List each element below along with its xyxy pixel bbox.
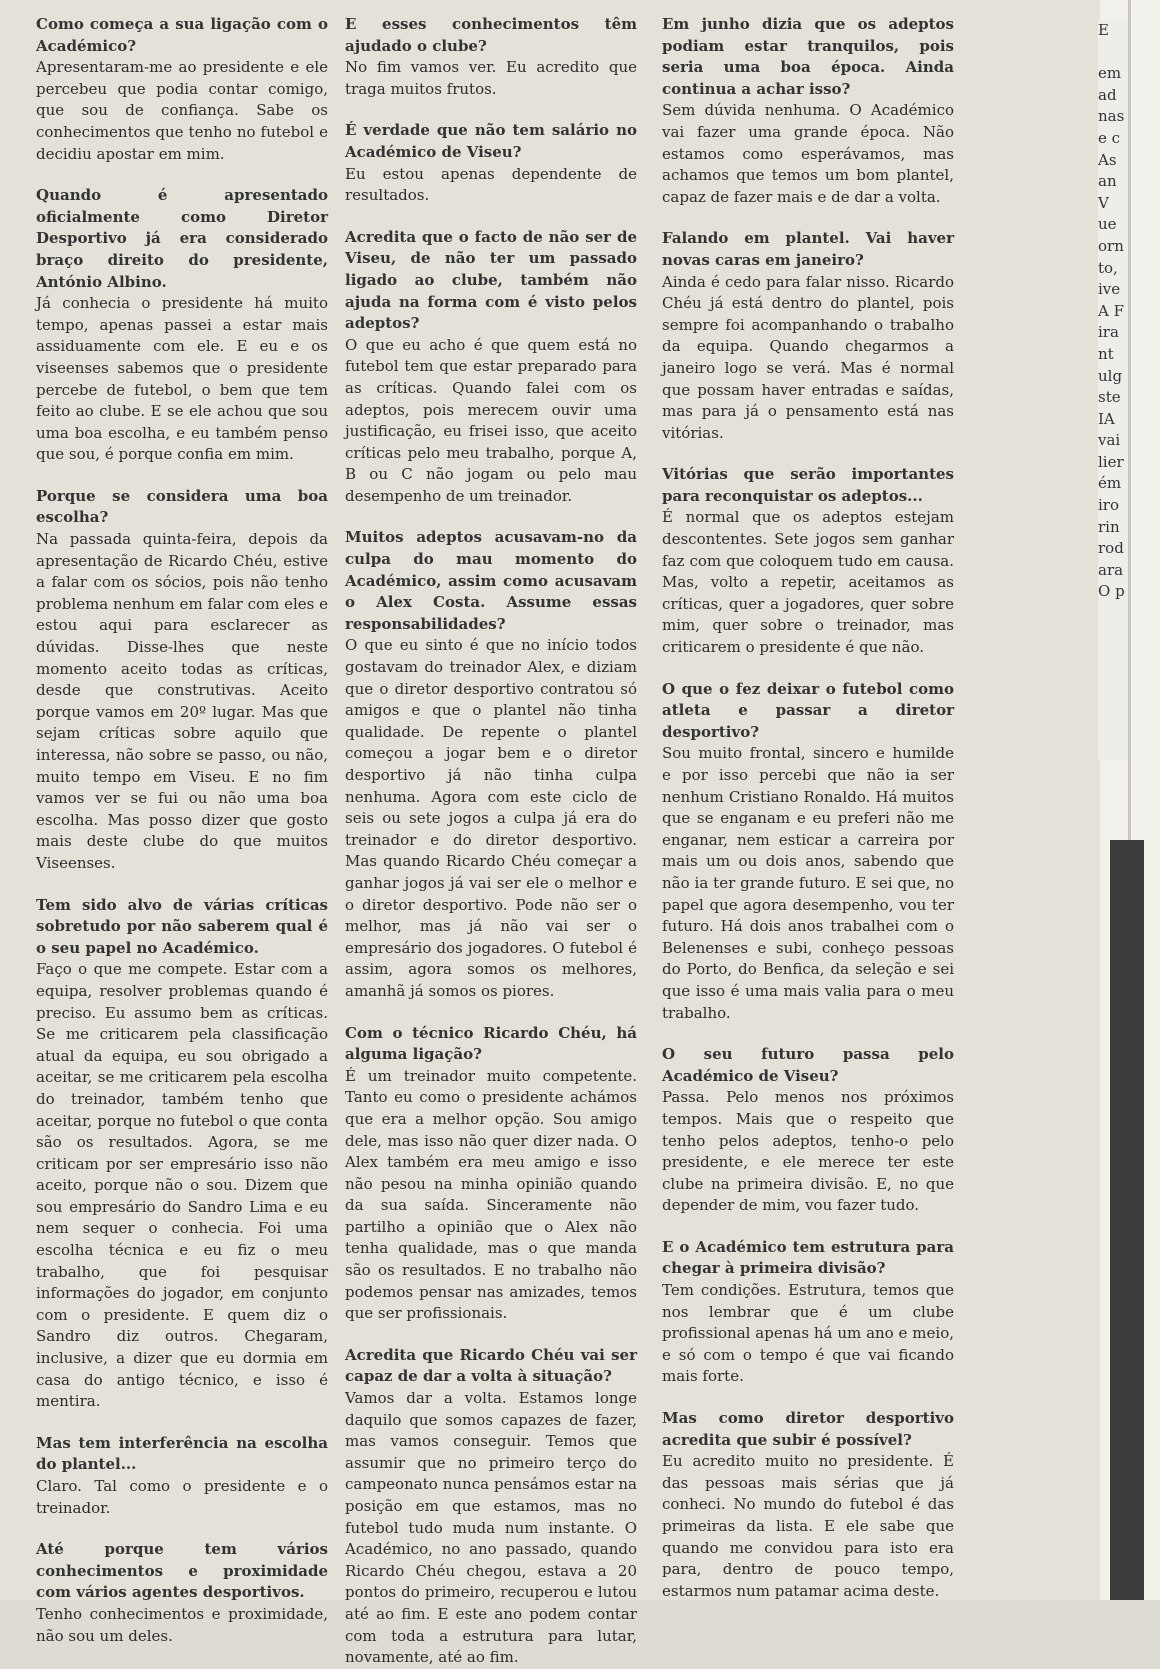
interview-block	[662, 1044, 954, 1217]
interview-answer: Passa. Pelo menos nos próximos tempos. Mais que o respeito que tenho pelos adeptos, tenho-o pelo presidente, e ele merece ter este clube na primeira divisão. E, no que depender de mim, vou fazer tudo.	[662, 1088, 954, 1215]
interview-answer: Vamos dar a volta. Estamos longe daquilo que somos capazes de fazer, mas vamos conseguir. Temos que assumir que no primeiro terço do campeonato nunca pensámos estar na posição em que estamos, mas no futebol tudo muda num instante. O Académico, no ano passado, quando Ricardo Chéu chegou, estava a 20 pontos do primeiro, recuperou e lutou até ao fim. E este ano podem contar com toda a estrutura para lutar, novamente, até ao fim.	[345, 1389, 637, 1667]
edge-fragment: rod	[1098, 539, 1124, 558]
interview-question: Quando é apresentado oficialmente como Diretor Desportivo já era considerado braço direito do presidente, António Albino.	[36, 186, 328, 291]
interview-question: É verdade que não tem salário no Académico de Viseu?	[345, 121, 637, 161]
interview-block	[662, 228, 954, 444]
interview-question: O que o fez deixar o futebol como atleta e passar a diretor desportivo?	[662, 679, 954, 741]
interview-block	[662, 1237, 954, 1388]
interview-block	[36, 486, 328, 875]
edge-fragment: nt	[1098, 344, 1114, 363]
interview-question: Acredita que o facto de não ser de Viseu, de não ter um passado ligado ao clube, também não ajuda na forma com é visto pelos adeptos?	[345, 227, 637, 333]
edge-fragment	[1098, 42, 1128, 64]
interview-question: Como começa a sua ligação com o Académico?	[36, 15, 328, 55]
interview-block	[36, 1433, 328, 1519]
article-column-3	[662, 14, 954, 1600]
adjacent-article-fragment	[1098, 20, 1128, 760]
interview-question: Acredita que Ricardo Chéu vai ser capaz de dar a volta à situação?	[345, 1345, 637, 1386]
interview-block	[36, 895, 328, 1413]
edge-fragment: ira	[1098, 323, 1119, 342]
edge-fragment: ém	[1098, 474, 1122, 493]
interview-question: E esses conhecimentos têm ajudado o clube?	[345, 15, 637, 55]
edge-fragment: e c	[1098, 128, 1121, 147]
interview-answer: Já conhecia o presidente há muito tempo, apenas passei a estar mais assiduamente com ele. E eu e os viseenses sabemos que o presidente percebe de futebol, o bem que tem feito ao clube. E se ele achou que sou uma boa escolha, e eu também penso que sou, é porque confia em mim.	[36, 294, 328, 464]
interview-block	[662, 464, 954, 658]
interview-block	[345, 14, 637, 100]
interview-answer: Eu acredito muito no presidente. É das pessoas mais sérias que já conheci. No mundo do futebol é das primeiras da lista. E ele sabe que quando me convidou para isto era para, dentro de pouco tempo, estarmos num patamar acima deste.	[662, 1452, 954, 1600]
interview-question: Tem sido alvo de várias críticas sobretudo por não saberem qual é o seu papel no Académico.	[36, 895, 328, 957]
interview-question: O seu futuro passa pelo Académico de Viseu?	[662, 1045, 954, 1085]
interview-question: E o Académico tem estrutura para chegar à primeira divisão?	[662, 1237, 954, 1278]
interview-answer: O que eu sinto é que no início todos gostavam do treinador Alex, e diziam que o diretor desportivo contratou só amigos e que o plantel não tinha qualidade. De repente o plantel começou a jogar bem e o diretor desportivo já não tinha culpa nenhuma. Agora com este ciclo de seis ou sete jogos a culpa já era do treinador e do diretor desportivo. Mas quando Ricardo Chéu começar a ganhar jogos já vai ser ele o melhor e o diretor desportivo. Pode não ser o melhor, mas já não vai ser o empresário dos jogadores. O futebol é assim, agora somos os melhores, amanhã já somos os piores.	[345, 636, 637, 1000]
article-column-1	[36, 14, 328, 1645]
interview-question: Vitórias que serão importantes para reconquistar os adeptos...	[662, 465, 954, 505]
edge-fragment: vai	[1098, 431, 1121, 450]
interview-question: Com o técnico Ricardo Chéu, há alguma ligação?	[345, 1023, 637, 1064]
interview-block	[345, 227, 637, 508]
interview-block	[36, 14, 328, 165]
interview-block	[662, 1408, 954, 1602]
interview-question: Até porque tem vários conhecimentos e proximidade com vários agentes desportivos.	[36, 1540, 328, 1602]
interview-block	[345, 1345, 637, 1669]
edge-fragment: ue	[1098, 215, 1117, 234]
edge-fragment: V	[1098, 193, 1109, 212]
edge-fragment: rin	[1098, 517, 1120, 536]
edge-fragment: iro	[1098, 496, 1119, 515]
interview-answer: Eu estou apenas dependente de resultados.	[345, 164, 637, 205]
interview-block	[662, 679, 954, 1025]
edge-fragment: ad	[1098, 85, 1117, 104]
edge-fragment: to,	[1098, 258, 1118, 277]
interview-question: Mas como diretor desportivo acredita que subir é possível?	[662, 1409, 954, 1449]
edge-fragment: IA	[1098, 409, 1115, 428]
interview-answer: O que eu acho é que quem está no futebol tem que estar preparado para as críticas. Quando falei com os adeptos, pois merecem ouvir uma justificação, eu frisei isso, que aceito críticas pelo meu trabalho, porque A, B ou C não jogam ou pelo mau desempenho de um treinador.	[345, 335, 637, 505]
edge-fragment: orn	[1098, 236, 1124, 255]
interview-block	[345, 1023, 637, 1325]
dark-margin-strip	[1110, 840, 1144, 1600]
edge-fragment: O p	[1098, 582, 1125, 601]
interview-question: Falando em plantel. Vai haver novas caras em janeiro?	[662, 229, 954, 269]
interview-answer: Sou muito frontal, sincero e humilde e por isso percebi que não ia ser nenhum Cristiano Ronaldo. Há muitos que se enganam e eu preferi não me enganar, nem esticar a carreira por mais um ou dois anos, sabendo que não ia ter grande futuro. E sei que, no papel que agora desempenho, vou ter futuro. Há dois anos trabalhei com o Belenenses e subi, conheço pessoas do Porto, do Benfica, da seleção e sei que isso é uma mais valia para o meu trabalho.	[662, 744, 954, 1022]
edge-fragment: ara	[1098, 560, 1124, 579]
edge-fragment: nas	[1098, 107, 1125, 126]
interview-answer: É normal que os adeptos estejam descontentes. Sete jogos sem ganhar faz com que coloquem tudo em causa. Mas, volto a repetir, aceitamos as críticas, quer a jogadores, quer sobre mim, quer sobre o treinador, mas criticarem o presidente é que não.	[662, 508, 954, 657]
interview-question: Muitos adeptos acusavam-no da culpa do mau momento do Académico, assim como acusavam o Alex Costa. Assume essas responsabilidades?	[345, 528, 637, 633]
edge-fragment: ste	[1098, 388, 1121, 407]
edge-fragment: A F	[1098, 301, 1125, 320]
interview-answer: Apresentaram-me ao presidente e ele percebeu que podia contar comigo, que sou de confiança. Sabe os conhecimentos que tenho no futebol e decidiu apostar em mim.	[36, 58, 328, 163]
edge-fragment: E	[1098, 21, 1109, 39]
interview-block	[36, 1539, 328, 1647]
interview-question: Em junho dizia que os adeptos podiam estar tranquilos, pois seria uma boa época. Ainda continua a achar isso?	[662, 15, 954, 98]
interview-answer: Sem dúvida nenhuma. O Académico vai fazer uma grande época. Não estamos como esperávamos, mas achamos que temos um bom plantel, capaz de fazer mais e de dar a volta.	[662, 101, 954, 206]
interview-question: Porque se considera uma boa escolha?	[36, 486, 328, 527]
interview-answer: Tenho conhecimentos e proximidade, não sou um deles.	[36, 1604, 328, 1645]
edge-fragment: As	[1098, 150, 1117, 169]
interview-block	[36, 185, 328, 466]
interview-answer: Claro. Tal como o presidente e o treinador.	[36, 1477, 328, 1517]
interview-answer: Tem condições. Estrutura, temos que nos lembrar que é um clube profissional apenas há um ano e meio, e só com o tempo é que vai ficando mais forte.	[662, 1281, 954, 1386]
interview-answer: É um treinador muito competente. Tanto eu como o presidente achámos que era a melhor opção. Sou amigo dele, mas isso não quer dizer nada. O Alex também era meu amigo e isso não pesou na minha opinião quando da sua saída. Sinceramente não partilho a opinião que o Alex não tenha qualidade, mas o que manda são os resultados. E no trabalho não podemos pensar nas amizades, temos que ser profissionais.	[345, 1066, 637, 1323]
article-column-2	[345, 14, 637, 1667]
interview-block	[662, 14, 954, 208]
interview-question: Mas tem interferência na escolha do plantel...	[36, 1433, 328, 1474]
interview-answer: No fim vamos ver. Eu acredito que traga muitos frutos.	[345, 58, 637, 98]
interview-answer: Ainda é cedo para falar nisso. Ricardo Chéu já está dentro do plantel, pois sempre foi acompanhando o trabalho da equipa. Quando chegarmos a janeiro logo se verá. Mas é normal que possam haver entradas e saídas, mas para já o pensamento está nas vitórias.	[662, 272, 954, 442]
edge-fragment: ive	[1098, 280, 1121, 299]
edge-fragment: an	[1098, 172, 1117, 191]
interview-block	[345, 120, 637, 206]
edge-fragment: em	[1098, 64, 1122, 83]
interview-answer: Faço o que me compete. Estar com a equipa, resolver problemas quando é preciso. Eu assumo bem as críticas. Se me criticarem pela classificação atual da equipa, eu sou obrigado a aceitar, se me criticarem pela escolha do treinador, também tenho que aceitar, porque no futebol o que conta são os resultados. Agora, se me criticam por ser empresário isso não aceito, porque não o sou. Dizem que sou empresário do Sandro Lima e eu nem sequer o conhecia. Foi uma escolha técnica e eu fiz o meu trabalho, que foi pesquisar informações do jogador, em conjunto com o presidente. E quem diz o Sandro diz outros. Chegaram, inclusive, a dizer que eu dormia em casa do antigo técnico, e isso é mentira.	[36, 960, 328, 1411]
edge-fragment: lier	[1098, 452, 1124, 471]
edge-fragment: ulg	[1098, 366, 1123, 385]
interview-answer: Na passada quinta-feira, depois da apresentação de Ricardo Chéu, estive a falar com os sócios, pois não tenho problema nenhum em falar com eles e estou aqui para esclarecer as dúvidas. Disse-lhes que neste momento aceito todas as críticas, desde que construtivas. Aceito porque vamos em 20º lugar. Mas que sejam críticas sobre aquilo que interessa, não sobre se passo, ou não, muito tempo em Viseu. E no fim vamos ver se fui ou não uma boa escolha. Mas posso dizer que gosto mais deste clube do que muitos Viseenses.	[36, 530, 328, 872]
interview-block	[345, 527, 637, 1002]
